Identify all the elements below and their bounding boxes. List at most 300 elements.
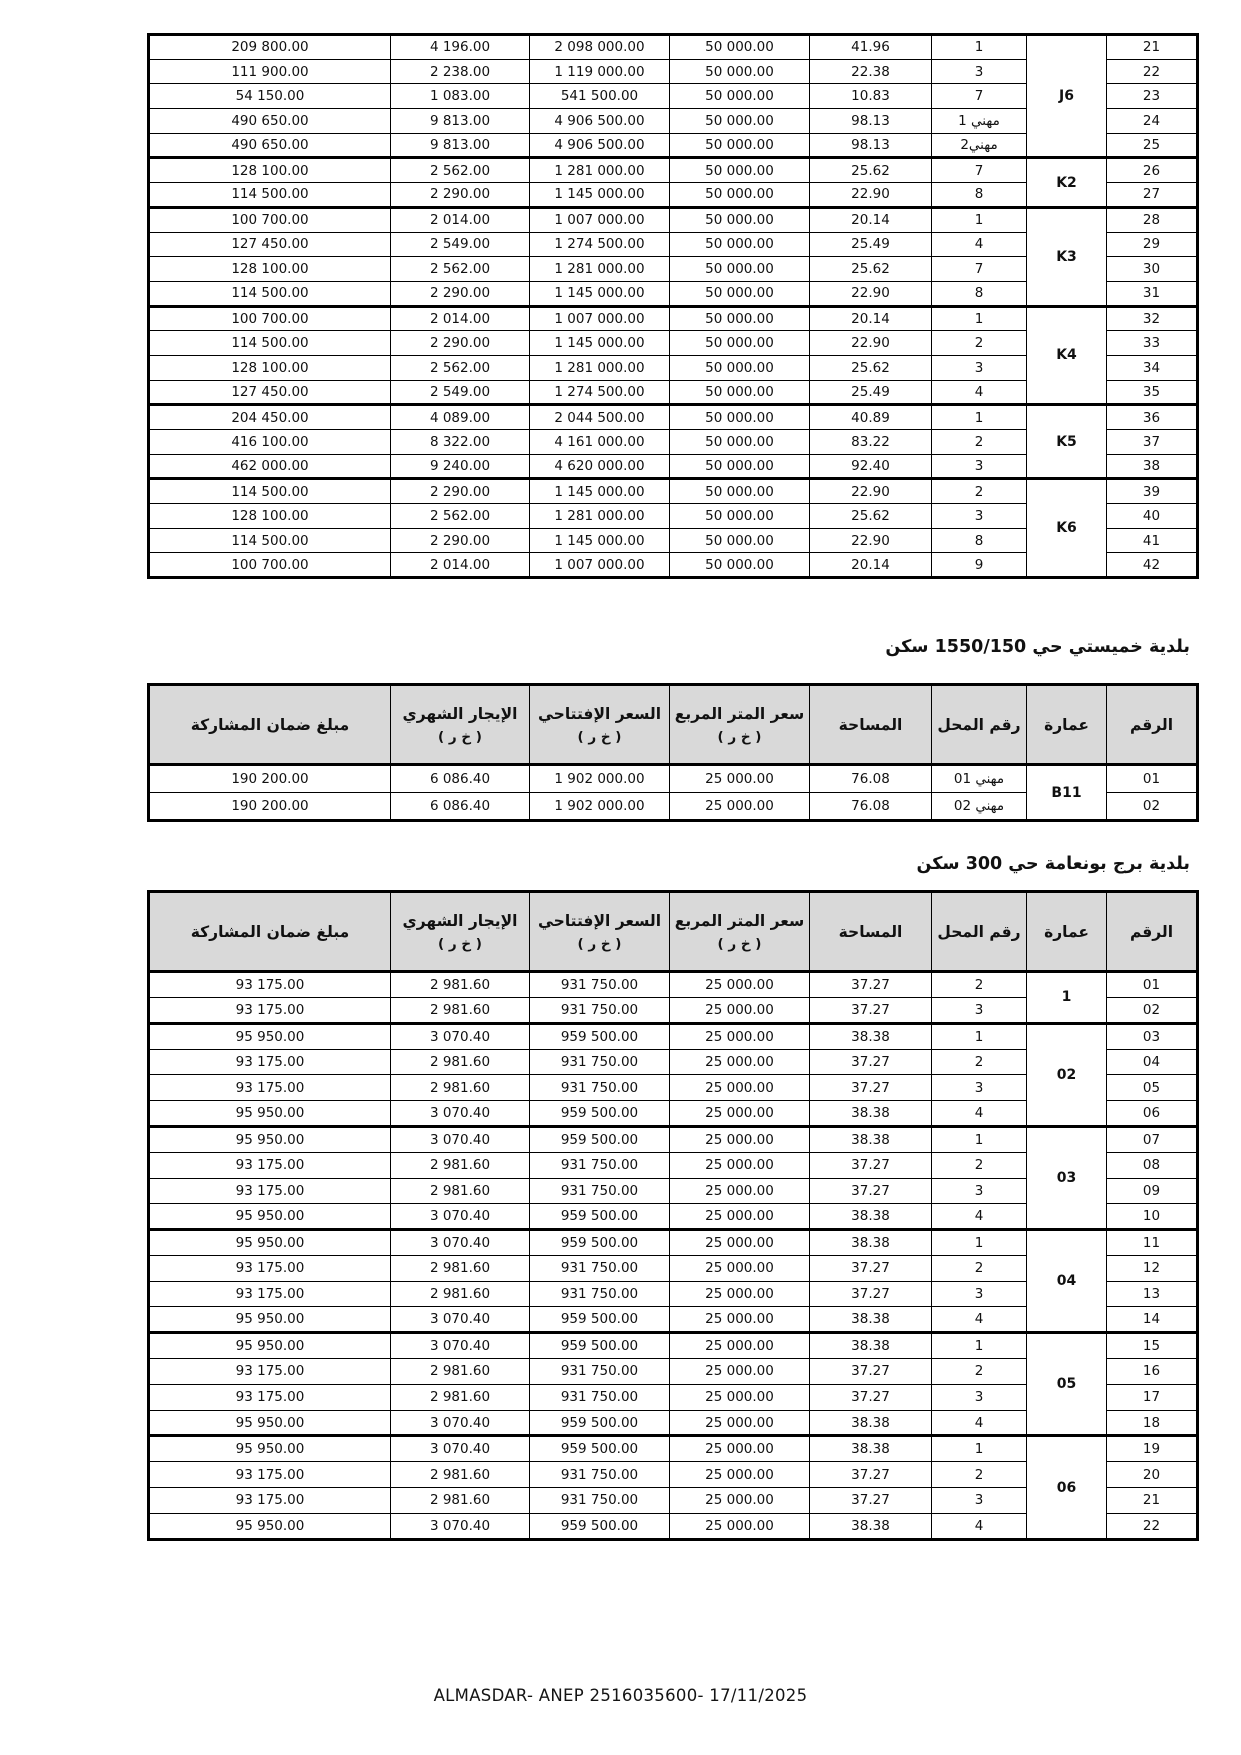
cell-guarantee: 95 950.00 xyxy=(149,1333,391,1359)
cell-opening: 1 145 000.00 xyxy=(530,331,670,356)
cell-sqm: 50 000.00 xyxy=(670,257,810,282)
cell-opening: 959 500.00 xyxy=(530,1230,670,1256)
cell-num: 16 xyxy=(1107,1359,1198,1385)
cell-area: 25.62 xyxy=(810,355,932,380)
cell-guarantee: 204 450.00 xyxy=(149,405,391,430)
cell-rent: 2 981.60 xyxy=(391,997,530,1023)
cell-opening: 1 145 000.00 xyxy=(530,281,670,306)
cell-opening: 1 007 000.00 xyxy=(530,207,670,232)
cell-rent: 2 562.00 xyxy=(391,158,530,183)
cell-opening: 959 500.00 xyxy=(530,1101,670,1127)
cell-rent: 4 089.00 xyxy=(391,405,530,430)
cell-shop: مهني 01 xyxy=(932,765,1027,793)
cell-sqm: 25 000.00 xyxy=(670,1204,810,1230)
cell-area: 38.38 xyxy=(810,1410,932,1436)
col-header-sqm: سعر المتر المربع ( خ ر ) xyxy=(670,685,810,765)
cell-rent: 3 070.40 xyxy=(391,1307,530,1333)
cell-shop: 1 xyxy=(932,207,1027,232)
table-row xyxy=(149,1230,1198,1256)
col-header-area: المساحة xyxy=(810,685,932,765)
cell-num: 35 xyxy=(1107,380,1198,405)
cell-sqm: 50 000.00 xyxy=(670,306,810,331)
cell-num: 15 xyxy=(1107,1333,1198,1359)
cell-guarantee: 54 150.00 xyxy=(149,84,391,109)
cell-sqm: 50 000.00 xyxy=(670,183,810,208)
cell-rent: 2 981.60 xyxy=(391,972,530,998)
cell-shop: 1 xyxy=(932,405,1027,430)
cell-sqm: 25 000.00 xyxy=(670,1075,810,1101)
cell-area: 37.27 xyxy=(810,1488,932,1514)
cell-num: 42 xyxy=(1107,553,1198,578)
cell-guarantee: 93 175.00 xyxy=(149,1384,391,1410)
cell-num: 29 xyxy=(1107,232,1198,257)
cell-num: 12 xyxy=(1107,1255,1198,1281)
cell-area: 37.27 xyxy=(810,1359,932,1385)
cell-rent: 3 070.40 xyxy=(391,1204,530,1230)
cell-shop: 9 xyxy=(932,553,1027,578)
cell-guarantee: 127 450.00 xyxy=(149,380,391,405)
cell-opening: 1 007 000.00 xyxy=(530,553,670,578)
cell-guarantee: 93 175.00 xyxy=(149,1178,391,1204)
cell-guarantee: 100 700.00 xyxy=(149,207,391,232)
cell-guarantee: 114 500.00 xyxy=(149,528,391,553)
cell-opening: 1 281 000.00 xyxy=(530,158,670,183)
cell-guarantee: 114 500.00 xyxy=(149,479,391,504)
table-row xyxy=(149,1436,1198,1462)
cell-area: 37.27 xyxy=(810,1281,932,1307)
cell-rent: 2 981.60 xyxy=(391,1255,530,1281)
cell-guarantee: 190 200.00 xyxy=(149,793,391,821)
cell-shop: 3 xyxy=(932,1384,1027,1410)
cell-rent: 9 240.00 xyxy=(391,454,530,479)
cell-opening: 1 145 000.00 xyxy=(530,528,670,553)
cell-num: 30 xyxy=(1107,257,1198,282)
cell-shop: 2 xyxy=(932,972,1027,998)
cell-num: 14 xyxy=(1107,1307,1198,1333)
cell-opening: 959 500.00 xyxy=(530,1410,670,1436)
cell-shop: 1 xyxy=(932,1126,1027,1152)
cell-shop: 2 xyxy=(932,1049,1027,1075)
cell-sqm: 50 000.00 xyxy=(670,35,810,60)
cell-rent: 2 981.60 xyxy=(391,1384,530,1410)
cell-num: 06 xyxy=(1107,1101,1198,1127)
cell-area: 83.22 xyxy=(810,430,932,455)
cell-sqm: 25 000.00 xyxy=(670,1488,810,1514)
cell-shop: 7 xyxy=(932,84,1027,109)
cell-building: K2 xyxy=(1027,158,1107,207)
cell-num: 03 xyxy=(1107,1023,1198,1049)
cell-shop: 3 xyxy=(932,355,1027,380)
cell-rent: 3 070.40 xyxy=(391,1101,530,1127)
cell-area: 25.49 xyxy=(810,380,932,405)
cell-num: 25 xyxy=(1107,133,1198,158)
cell-sqm: 25 000.00 xyxy=(670,1230,810,1256)
cell-num: 39 xyxy=(1107,479,1198,504)
cell-guarantee: 93 175.00 xyxy=(149,1075,391,1101)
cell-area: 37.27 xyxy=(810,1075,932,1101)
cell-num: 22 xyxy=(1107,1513,1198,1539)
cell-shop: 4 xyxy=(932,1307,1027,1333)
cell-opening: 1 274 500.00 xyxy=(530,232,670,257)
footer-anep-line: ALMASDAR- ANEP 2516035600- 17/11/2025 xyxy=(433,1686,808,1705)
cell-num: 21 xyxy=(1107,1488,1198,1514)
cell-rent: 9 813.00 xyxy=(391,133,530,158)
cell-shop: 4 xyxy=(932,1204,1027,1230)
cell-num: 02 xyxy=(1107,997,1198,1023)
cell-guarantee: 190 200.00 xyxy=(149,765,391,793)
cell-rent: 2 981.60 xyxy=(391,1281,530,1307)
cell-shop: 2 xyxy=(932,1152,1027,1178)
cell-rent: 2 981.60 xyxy=(391,1152,530,1178)
cell-guarantee: 114 500.00 xyxy=(149,331,391,356)
col-header-shop: رقم المحل xyxy=(932,685,1027,765)
table-row xyxy=(149,972,1198,998)
cell-shop: 1 xyxy=(932,306,1027,331)
cell-sqm: 50 000.00 xyxy=(670,281,810,306)
cell-opening: 959 500.00 xyxy=(530,1513,670,1539)
cell-rent: 4 196.00 xyxy=(391,35,530,60)
cell-sqm: 50 000.00 xyxy=(670,207,810,232)
cell-shop: 4 xyxy=(932,1410,1027,1436)
cell-shop: 2 xyxy=(932,1462,1027,1488)
cell-num: 38 xyxy=(1107,454,1198,479)
cell-shop: 1 xyxy=(932,1023,1027,1049)
cell-shop: 1 xyxy=(932,1333,1027,1359)
cell-num: 40 xyxy=(1107,504,1198,529)
cell-sqm: 25 000.00 xyxy=(670,1178,810,1204)
cell-rent: 2 981.60 xyxy=(391,1075,530,1101)
cell-num: 37 xyxy=(1107,430,1198,455)
cell-guarantee: 128 100.00 xyxy=(149,355,391,380)
cell-guarantee: 95 950.00 xyxy=(149,1307,391,1333)
cell-building: K4 xyxy=(1027,306,1107,405)
cell-area: 22.90 xyxy=(810,331,932,356)
cell-opening: 1 902 000.00 xyxy=(530,793,670,821)
cell-sqm: 25 000.00 xyxy=(670,997,810,1023)
cell-num: 13 xyxy=(1107,1281,1198,1307)
cell-shop: 3 xyxy=(932,1178,1027,1204)
cell-sqm: 50 000.00 xyxy=(670,430,810,455)
cell-shop: 3 xyxy=(932,59,1027,84)
cell-guarantee: 93 175.00 xyxy=(149,1462,391,1488)
cell-sqm: 25 000.00 xyxy=(670,1023,810,1049)
cell-area: 25.49 xyxy=(810,232,932,257)
cell-area: 38.38 xyxy=(810,1230,932,1256)
cell-shop: 2 xyxy=(932,1255,1027,1281)
cell-area: 37.27 xyxy=(810,997,932,1023)
cell-opening: 931 750.00 xyxy=(530,997,670,1023)
cell-sqm: 50 000.00 xyxy=(670,109,810,134)
cell-num: 10 xyxy=(1107,1204,1198,1230)
cell-rent: 1 083.00 xyxy=(391,84,530,109)
cell-opening: 4 906 500.00 xyxy=(530,109,670,134)
cell-num: 41 xyxy=(1107,528,1198,553)
cell-sqm: 25 000.00 xyxy=(670,1152,810,1178)
cell-sqm: 50 000.00 xyxy=(670,355,810,380)
cell-area: 22.90 xyxy=(810,528,932,553)
cell-rent: 2 290.00 xyxy=(391,528,530,553)
cell-guarantee: 93 175.00 xyxy=(149,1049,391,1075)
col-header-opening: السعر الإفتتاحي ( خ ر ) xyxy=(530,685,670,765)
cell-sqm: 50 000.00 xyxy=(670,528,810,553)
cell-sqm: 25 000.00 xyxy=(670,1101,810,1127)
cell-guarantee: 95 950.00 xyxy=(149,1204,391,1230)
cell-sqm: 25 000.00 xyxy=(670,1436,810,1462)
cell-guarantee: 93 175.00 xyxy=(149,1359,391,1385)
cell-building: K6 xyxy=(1027,479,1107,578)
cell-sqm: 25 000.00 xyxy=(670,1462,810,1488)
cell-rent: 2 981.60 xyxy=(391,1488,530,1514)
cell-opening: 4 620 000.00 xyxy=(530,454,670,479)
cell-area: 98.13 xyxy=(810,109,932,134)
cell-area: 40.89 xyxy=(810,405,932,430)
cell-area: 22.90 xyxy=(810,183,932,208)
cell-guarantee: 127 450.00 xyxy=(149,232,391,257)
cell-sqm: 50 000.00 xyxy=(670,158,810,183)
cell-opening: 1 119 000.00 xyxy=(530,59,670,84)
cell-guarantee: 490 650.00 xyxy=(149,133,391,158)
cell-area: 37.27 xyxy=(810,1049,932,1075)
cell-rent: 3 070.40 xyxy=(391,1023,530,1049)
cell-guarantee: 462 000.00 xyxy=(149,454,391,479)
cell-shop: 3 xyxy=(932,1281,1027,1307)
cell-num: 24 xyxy=(1107,109,1198,134)
col-header-building: عمارة xyxy=(1027,892,1107,972)
cell-area: 38.38 xyxy=(810,1023,932,1049)
col-header-building: عمارة xyxy=(1027,685,1107,765)
cell-area: 76.08 xyxy=(810,765,932,793)
cell-area: 20.14 xyxy=(810,306,932,331)
cell-num: 21 xyxy=(1107,35,1198,60)
cell-num: 01 xyxy=(1107,972,1198,998)
col-header-opening: السعر الإفتتاحي ( خ ر ) xyxy=(530,892,670,972)
cell-guarantee: 93 175.00 xyxy=(149,1281,391,1307)
cell-rent: 2 562.00 xyxy=(391,257,530,282)
cell-rent: 2 290.00 xyxy=(391,331,530,356)
cell-area: 37.27 xyxy=(810,1152,932,1178)
cell-opening: 2 098 000.00 xyxy=(530,35,670,60)
cell-building: 04 xyxy=(1027,1230,1107,1333)
cell-area: 37.27 xyxy=(810,1462,932,1488)
cell-rent: 2 981.60 xyxy=(391,1462,530,1488)
cell-rent: 2 981.60 xyxy=(391,1359,530,1385)
cell-num: 18 xyxy=(1107,1410,1198,1436)
cell-opening: 1 274 500.00 xyxy=(530,380,670,405)
cell-sqm: 50 000.00 xyxy=(670,454,810,479)
cell-sqm: 25 000.00 xyxy=(670,765,810,793)
cell-area: 41.96 xyxy=(810,35,932,60)
cell-guarantee: 416 100.00 xyxy=(149,430,391,455)
cell-opening: 1 281 000.00 xyxy=(530,355,670,380)
cell-opening: 959 500.00 xyxy=(530,1126,670,1152)
col-header-rent: الإيجار الشهري ( خ ر ) xyxy=(391,892,530,972)
cell-shop: 3 xyxy=(932,454,1027,479)
cell-area: 25.62 xyxy=(810,504,932,529)
cell-sqm: 50 000.00 xyxy=(670,405,810,430)
table-row xyxy=(149,35,1198,60)
cell-sqm: 50 000.00 xyxy=(670,504,810,529)
cell-guarantee: 490 650.00 xyxy=(149,109,391,134)
cell-sqm: 25 000.00 xyxy=(670,972,810,998)
cell-shop: 4 xyxy=(932,1513,1027,1539)
cell-num: 20 xyxy=(1107,1462,1198,1488)
cell-sqm: 25 000.00 xyxy=(670,1359,810,1385)
cell-sqm: 50 000.00 xyxy=(670,84,810,109)
cell-guarantee: 95 950.00 xyxy=(149,1410,391,1436)
cell-num: 23 xyxy=(1107,84,1198,109)
cell-guarantee: 95 950.00 xyxy=(149,1513,391,1539)
cell-num: 27 xyxy=(1107,183,1198,208)
cell-sqm: 25 000.00 xyxy=(670,1384,810,1410)
cell-rent: 6 086.40 xyxy=(391,765,530,793)
cell-opening: 959 500.00 xyxy=(530,1307,670,1333)
cell-area: 22.90 xyxy=(810,479,932,504)
cell-rent: 2 238.00 xyxy=(391,59,530,84)
cell-opening: 1 281 000.00 xyxy=(530,504,670,529)
cell-guarantee: 128 100.00 xyxy=(149,158,391,183)
cell-guarantee: 100 700.00 xyxy=(149,306,391,331)
cell-num: 08 xyxy=(1107,1152,1198,1178)
cell-num: 31 xyxy=(1107,281,1198,306)
cell-num: 04 xyxy=(1107,1049,1198,1075)
cell-num: 26 xyxy=(1107,158,1198,183)
cell-rent: 2 981.60 xyxy=(391,1178,530,1204)
cell-opening: 959 500.00 xyxy=(530,1436,670,1462)
cell-sqm: 50 000.00 xyxy=(670,331,810,356)
cell-building: 02 xyxy=(1027,1023,1107,1126)
cell-sqm: 50 000.00 xyxy=(670,380,810,405)
cell-opening: 931 750.00 xyxy=(530,1462,670,1488)
cell-rent: 2 014.00 xyxy=(391,306,530,331)
cell-num: 32 xyxy=(1107,306,1198,331)
cell-opening: 959 500.00 xyxy=(530,1023,670,1049)
cell-building: K5 xyxy=(1027,405,1107,479)
cell-sqm: 50 000.00 xyxy=(670,133,810,158)
cell-area: 38.38 xyxy=(810,1333,932,1359)
cell-guarantee: 93 175.00 xyxy=(149,1152,391,1178)
cell-guarantee: 95 950.00 xyxy=(149,1101,391,1127)
cell-opening: 4 906 500.00 xyxy=(530,133,670,158)
cell-guarantee: 93 175.00 xyxy=(149,1255,391,1281)
cell-area: 76.08 xyxy=(810,793,932,821)
cell-area: 37.27 xyxy=(810,1178,932,1204)
cell-opening: 931 750.00 xyxy=(530,1075,670,1101)
cell-rent: 2 981.60 xyxy=(391,1049,530,1075)
cell-rent: 2 014.00 xyxy=(391,207,530,232)
cell-num: 36 xyxy=(1107,405,1198,430)
cell-guarantee: 128 100.00 xyxy=(149,257,391,282)
cell-guarantee: 95 950.00 xyxy=(149,1230,391,1256)
cell-shop: 7 xyxy=(932,257,1027,282)
continuation-table xyxy=(147,33,1199,579)
cell-area: 22.38 xyxy=(810,59,932,84)
cell-guarantee: 93 175.00 xyxy=(149,1488,391,1514)
cell-sqm: 50 000.00 xyxy=(670,553,810,578)
cell-area: 37.27 xyxy=(810,972,932,998)
cell-sqm: 50 000.00 xyxy=(670,59,810,84)
cell-building: K3 xyxy=(1027,207,1107,306)
cell-opening: 1 007 000.00 xyxy=(530,306,670,331)
cell-num: 02 xyxy=(1107,793,1198,821)
cell-rent: 8 322.00 xyxy=(391,430,530,455)
cell-shop: مهني2 xyxy=(932,133,1027,158)
cell-area: 10.83 xyxy=(810,84,932,109)
document-page xyxy=(147,0,1196,1541)
col-header-rent: الإيجار الشهري ( خ ر ) xyxy=(391,685,530,765)
cell-area: 25.62 xyxy=(810,257,932,282)
cell-rent: 2 014.00 xyxy=(391,553,530,578)
header-row xyxy=(149,892,1198,972)
cell-area: 37.27 xyxy=(810,1384,932,1410)
cell-opening: 931 750.00 xyxy=(530,1359,670,1385)
cell-rent: 3 070.40 xyxy=(391,1230,530,1256)
cell-shop: 4 xyxy=(932,1101,1027,1127)
cell-building: 05 xyxy=(1027,1333,1107,1436)
cell-opening: 541 500.00 xyxy=(530,84,670,109)
cell-sqm: 50 000.00 xyxy=(670,479,810,504)
cell-num: 17 xyxy=(1107,1384,1198,1410)
cell-rent: 3 070.40 xyxy=(391,1410,530,1436)
cell-guarantee: 100 700.00 xyxy=(149,553,391,578)
cell-shop: 8 xyxy=(932,183,1027,208)
cell-area: 38.38 xyxy=(810,1513,932,1539)
cell-opening: 1 145 000.00 xyxy=(530,183,670,208)
cell-num: 34 xyxy=(1107,355,1198,380)
cell-opening: 2 044 500.00 xyxy=(530,405,670,430)
cell-shop: 1 xyxy=(932,1230,1027,1256)
cell-sqm: 25 000.00 xyxy=(670,793,810,821)
cell-shop: 3 xyxy=(932,504,1027,529)
cell-opening: 931 750.00 xyxy=(530,1281,670,1307)
cell-area: 38.38 xyxy=(810,1101,932,1127)
cell-shop: 2 xyxy=(932,331,1027,356)
cell-opening: 931 750.00 xyxy=(530,1152,670,1178)
col-header-shop: رقم المحل xyxy=(932,892,1027,972)
cell-opening: 931 750.00 xyxy=(530,972,670,998)
cell-shop: 3 xyxy=(932,1488,1027,1514)
cell-area: 20.14 xyxy=(810,553,932,578)
cell-opening: 1 902 000.00 xyxy=(530,765,670,793)
cell-shop: 8 xyxy=(932,528,1027,553)
cell-building: J6 xyxy=(1027,35,1107,158)
cell-shop: 4 xyxy=(932,232,1027,257)
cell-building: 06 xyxy=(1027,1436,1107,1539)
cell-num: 19 xyxy=(1107,1436,1198,1462)
cell-rent: 2 290.00 xyxy=(391,281,530,306)
cell-sqm: 25 000.00 xyxy=(670,1410,810,1436)
cell-rent: 2 549.00 xyxy=(391,380,530,405)
cell-opening: 931 750.00 xyxy=(530,1384,670,1410)
table-row xyxy=(149,405,1198,430)
cell-area: 38.38 xyxy=(810,1126,932,1152)
cell-area: 98.13 xyxy=(810,133,932,158)
cell-rent: 2 290.00 xyxy=(391,183,530,208)
cell-num: 22 xyxy=(1107,59,1198,84)
cell-guarantee: 209 800.00 xyxy=(149,35,391,60)
cell-rent: 2 290.00 xyxy=(391,479,530,504)
cell-shop: 2 xyxy=(932,1359,1027,1385)
table-row xyxy=(149,765,1198,793)
cell-area: 38.38 xyxy=(810,1204,932,1230)
col-header-guarantee: مبلغ ضمان المشاركة xyxy=(149,892,391,972)
cell-guarantee: 95 950.00 xyxy=(149,1023,391,1049)
table-row xyxy=(149,1333,1198,1359)
cell-num: 33 xyxy=(1107,331,1198,356)
cell-shop: 2 xyxy=(932,479,1027,504)
cell-num: 05 xyxy=(1107,1075,1198,1101)
cell-building: 03 xyxy=(1027,1126,1107,1229)
cell-shop: 4 xyxy=(932,380,1027,405)
